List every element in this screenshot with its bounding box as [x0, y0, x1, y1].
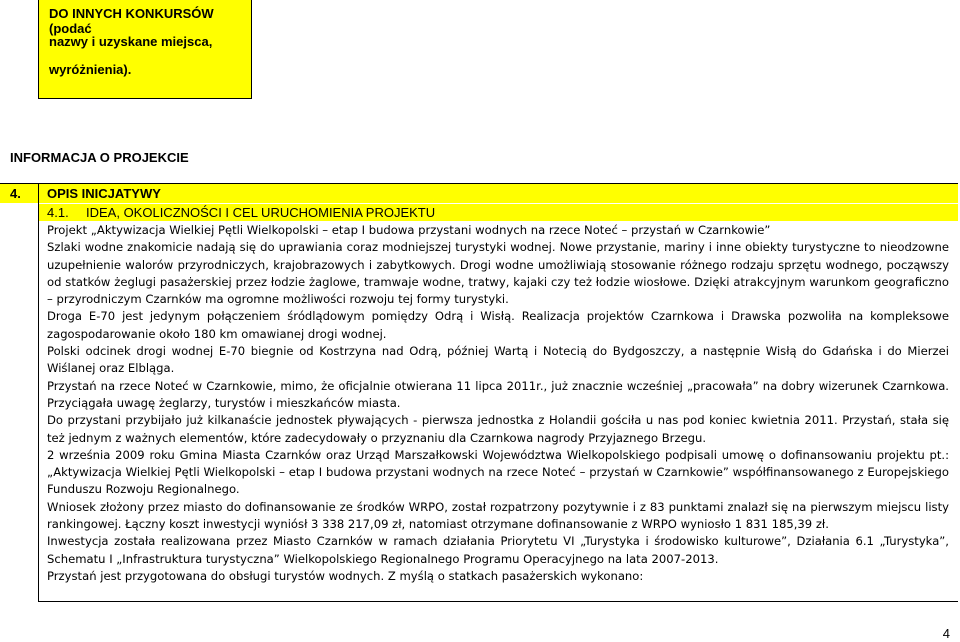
idea-header-bar — [38, 204, 958, 221]
other-contests-line-2: nazwy i uzyskane miejsca, — [49, 34, 213, 49]
paragraph-funding: Wniosek złożony przez miasto do dofinansowanie ze środków WRPO, został rozpatrzony pozytywnie i z 83 punktami znalazł się na pierwszym miejscu listy rankingowej. Łączny koszt inwestycji wyniósł 3 338 217,09 zł, natomiast otrzymane dofinansowanie z WRPO wyniosło 1 831 185,39 zł. — [47, 499, 949, 532]
table-left-border — [38, 183, 39, 602]
other-contests-line-1: DO INNYCH KONKURSÓW (podać — [49, 6, 214, 36]
idea-number: 4.1. — [47, 205, 69, 220]
opis-number: 4. — [10, 186, 21, 201]
other-contests-cell — [38, 0, 252, 99]
paragraph-agreement: 2 września 2009 roku Gmina Miasta Czarnków oraz Urząd Marszałkowski Województwa Wielkopolskiego podpisali umowę o dofinansowaniu projektu pt.: „Aktywizacja Wielkiej Pętli Wielkopolski – etap I budowa przystani wodnych na rzece Noteć – przystań w Czarnkowie” współfinansowanego z Europejskiego Funduszu Rozwoju Regionalnego. — [47, 447, 949, 497]
section-title: INFORMACJA O PROJEKCIE — [10, 150, 189, 165]
paragraph-marina-opening: Przystań na rzece Noteć w Czarnkowie, mimo, że oficjalnie otwierana 11 lipca 2011r., już znacznie wcześniej „pracowała” na dobry wizerunek Czarnkowa. Przyciągała uwagę żeglarzy, turystów i mieszkańców miasta. — [47, 378, 949, 410]
page-number: 4 — [942, 626, 950, 641]
idea-title: IDEA, OKOLICZNOŚCI I CEL URUCHOMIENIA PROJEKTU — [86, 205, 436, 220]
opis-title: OPIS INICJATYWY — [47, 186, 161, 201]
table-bottom-border — [38, 601, 958, 602]
opis-header-bar — [0, 183, 958, 203]
paragraph-water-trails: Szlaki wodne znakomicie nadają się do uprawiania coraz modniejszej turystyki wodnej. Nowe przystanie, mariny i inne obiekty turystyczne to nieodzowne uzupełnienie walorów przyrodniczych, krajobrazowych i zabytkowych. Drogi wodne umożliwiają stosowanie różnego rodzaju sprzętu wodnego, począwszy od statków żeglugi pasażerskiej przez łodzie żaglowe, tramwaje wodne, tratwy, kajaki czy też łodzie wiosłowe. Dzięki atrakcyjnym warunkom geograficzno – przyrodniczym Czarnków ma ogromne możliwości rozwoju tej formy turystyki. — [47, 240, 949, 307]
paragraph-project-name: Projekt „Aktywizacja Wielkiej Pętli Wielkopolski – etap I budowa przystani wodnych na rzece Noteć – przystań w Czarnkowie” — [47, 223, 771, 237]
paragraph-vessels: Do przystani przybijało już kilkanaście jednostek pływających - pierwsza jednostka z Holandii gościła u nas pod koniec kwietnia 2011. Przystań, stała się też jednym z ważnych elementów, które zadecydowały o przyznaniu dla Czarnkowa nagrody Przyjaznego Brzegu. — [47, 413, 949, 445]
paragraph-program: Inwestycja została realizowana przez Miasto Czarnków w ramach działania Priorytetu VI „Turystyka i środowisko kulturowe”, Działania 6.1 „Turystyka”, Schematu I „Infrastruktura turystyczna” Wielkopolskiego Regionalnego Programu Operacyjnego na lata 2007-2013. — [47, 534, 949, 566]
paragraph-e70-route: Droga E-70 jest jedynym połączeniem śródlądowym pomiędzy Odrą i Wisłą. Realizacja projektów Czarnkowa i Drawska pozwoliła na kompleksowe zagospodarowanie około 180 km omawianej drogi wodnej. — [47, 309, 949, 341]
paragraph-services: Przystań jest przygotowana do obsługi turystów wodnych. Z myślą o statkach pasażerskich wykonano: — [47, 568, 644, 583]
paragraph-polish-section: Polski odcinek drogi wodnej E-70 biegnie od Kostrzyna nad Odrą, później Wartą i Notecią do Bydgoszczy, a następnie Wisłą do Gdańska i do Mierzei Wiślanej oraz Elbląga. — [47, 344, 949, 376]
other-contests-line-3: wyróżnienia). — [49, 62, 132, 77]
project-description — [47, 222, 949, 585]
